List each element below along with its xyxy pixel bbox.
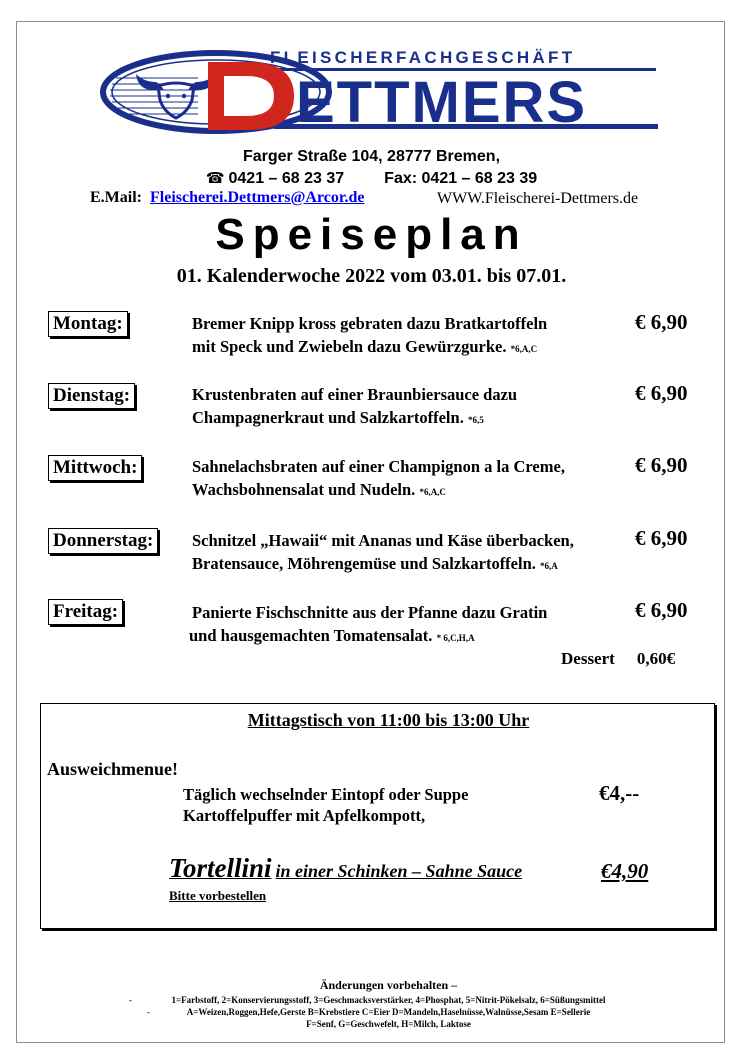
email-line xyxy=(90,189,365,207)
logo-top-text: FLEISCHERFACHGESCHÄFT xyxy=(270,48,576,67)
dish-line: Krustenbraten auf einer Braunbiersauce dazu xyxy=(192,385,518,404)
price-donnerstag: € 6,90 xyxy=(635,526,688,550)
legend-dash: - xyxy=(147,1007,150,1017)
dish-montag xyxy=(192,312,547,361)
alternative-menu-heading: Ausweichmenue! xyxy=(47,759,178,779)
allergens: *6,A,C xyxy=(419,487,446,497)
allergens: * 6,C,H,A xyxy=(436,633,475,643)
price-mittwoch: € 6,90 xyxy=(635,453,688,477)
dessert-price: 0,60€ xyxy=(636,649,676,668)
dessert-line xyxy=(561,649,675,669)
price-dienstag: € 6,90 xyxy=(635,381,688,405)
day-label-montag: Montag: xyxy=(48,311,128,337)
allergens: *6,5 xyxy=(467,415,484,425)
page-title: Speiseplan xyxy=(215,210,528,259)
tortellini-line xyxy=(169,853,522,884)
allergens: *6,A,C xyxy=(510,344,538,354)
day-label-mittwoch: Mittwoch: xyxy=(48,455,142,481)
price-montag: € 6,90 xyxy=(635,310,688,334)
dish-line: Panierte Fischschnitte aus der Pfanne dazu Gratin xyxy=(192,603,548,622)
dish-line: Champagnerkraut und Salzkartoffeln. xyxy=(192,408,464,427)
dessert-label: Dessert xyxy=(561,649,615,668)
fax-number: Fax: 0421 – 68 23 39 xyxy=(384,170,538,187)
phone-fax-line xyxy=(0,169,743,188)
dish-line: und hausgemachten Tomatensalat. xyxy=(189,626,433,645)
lunch-hours: Mittagstisch von 11:00 bis 13:00 Uhr xyxy=(247,710,530,730)
price-freitag: € 6,90 xyxy=(635,598,688,622)
address: Farger Straße 104, 28777 Bremen, xyxy=(242,148,501,165)
allergens: *6,A xyxy=(540,561,558,571)
day-label-freitag: Freitag: xyxy=(48,599,123,625)
dish-line: Bremer Knipp kross gebraten dazu Bratkartoffeln xyxy=(192,314,548,333)
legend-allergens-2: F=Senf, G=Geschwefelt, H=Milch, Laktose xyxy=(306,1019,471,1029)
phone-icon: ☎ xyxy=(205,170,225,187)
tortellini-description: in einer Schinken – Sahne Sauce xyxy=(275,861,523,881)
day-label-donnerstag: Donnerstag: xyxy=(48,528,158,554)
email-label: E.Mail: xyxy=(90,189,142,206)
alternative-price: €4,-- xyxy=(599,781,640,805)
legend-additives: 1=Farbstoff, 2=Konservierungsstoff, 3=Geschmacksverstärker, 4=Phosphat, 5=Nitrit-Pökelsalz, 6=Süßungsmittel xyxy=(171,995,606,1005)
week-heading: 01. Kalenderwoche 2022 vom 03.01. bis 07.01. xyxy=(176,265,567,287)
legend-allergens: A=Weizen,Roggen,Hefe,Gerste B=Krebstiere C=Eier D=Mandeln,Haselnüsse,Walnüsse,Sesam E=Sellerie xyxy=(186,1007,591,1017)
alternative-item-potato-pancake: Kartoffelpuffer mit Apfelkompott, xyxy=(183,806,426,825)
tortellini-price: €4,90 xyxy=(601,859,649,883)
legend-dash: - xyxy=(129,995,132,1005)
dettmers-logo xyxy=(98,48,660,134)
dish-dienstag xyxy=(192,383,517,432)
changes-reserved: Änderungen vorbehalten – xyxy=(319,978,458,992)
day-label-dienstag: Dienstag: xyxy=(48,383,135,409)
dish-line: Wachsbohnensalat und Nudeln. xyxy=(192,480,416,499)
logo-name-text: ETTMERS xyxy=(296,70,588,134)
tortellini-name: Tortellini xyxy=(169,853,272,883)
alternative-item-soup: Täglich wechselnder Eintopf oder Suppe xyxy=(183,785,469,804)
dish-donnerstag xyxy=(192,529,574,578)
email-link[interactable]: Fleischerei.Dettmers@Arcor.de xyxy=(150,189,365,206)
dish-line: Schnitzel „Hawaii“ mit Ananas und Käse überbacken, xyxy=(192,531,574,550)
preorder-note: Bitte vorbestellen xyxy=(169,888,267,903)
dish-line: mit Speck und Zwiebeln dazu Gewürzgurke. xyxy=(192,337,507,356)
website: WWW.Fleischerei-Dettmers.de xyxy=(437,190,639,207)
dish-line: Sahnelachsbraten auf einer Champignon a la Creme, xyxy=(192,457,565,476)
dish-mittwoch xyxy=(192,455,565,504)
phone-number: 0421 – 68 23 37 xyxy=(228,170,345,187)
dish-freitag xyxy=(189,601,548,650)
dish-line: Bratensauce, Möhrengemüse und Salzkartoffeln. xyxy=(192,554,536,573)
